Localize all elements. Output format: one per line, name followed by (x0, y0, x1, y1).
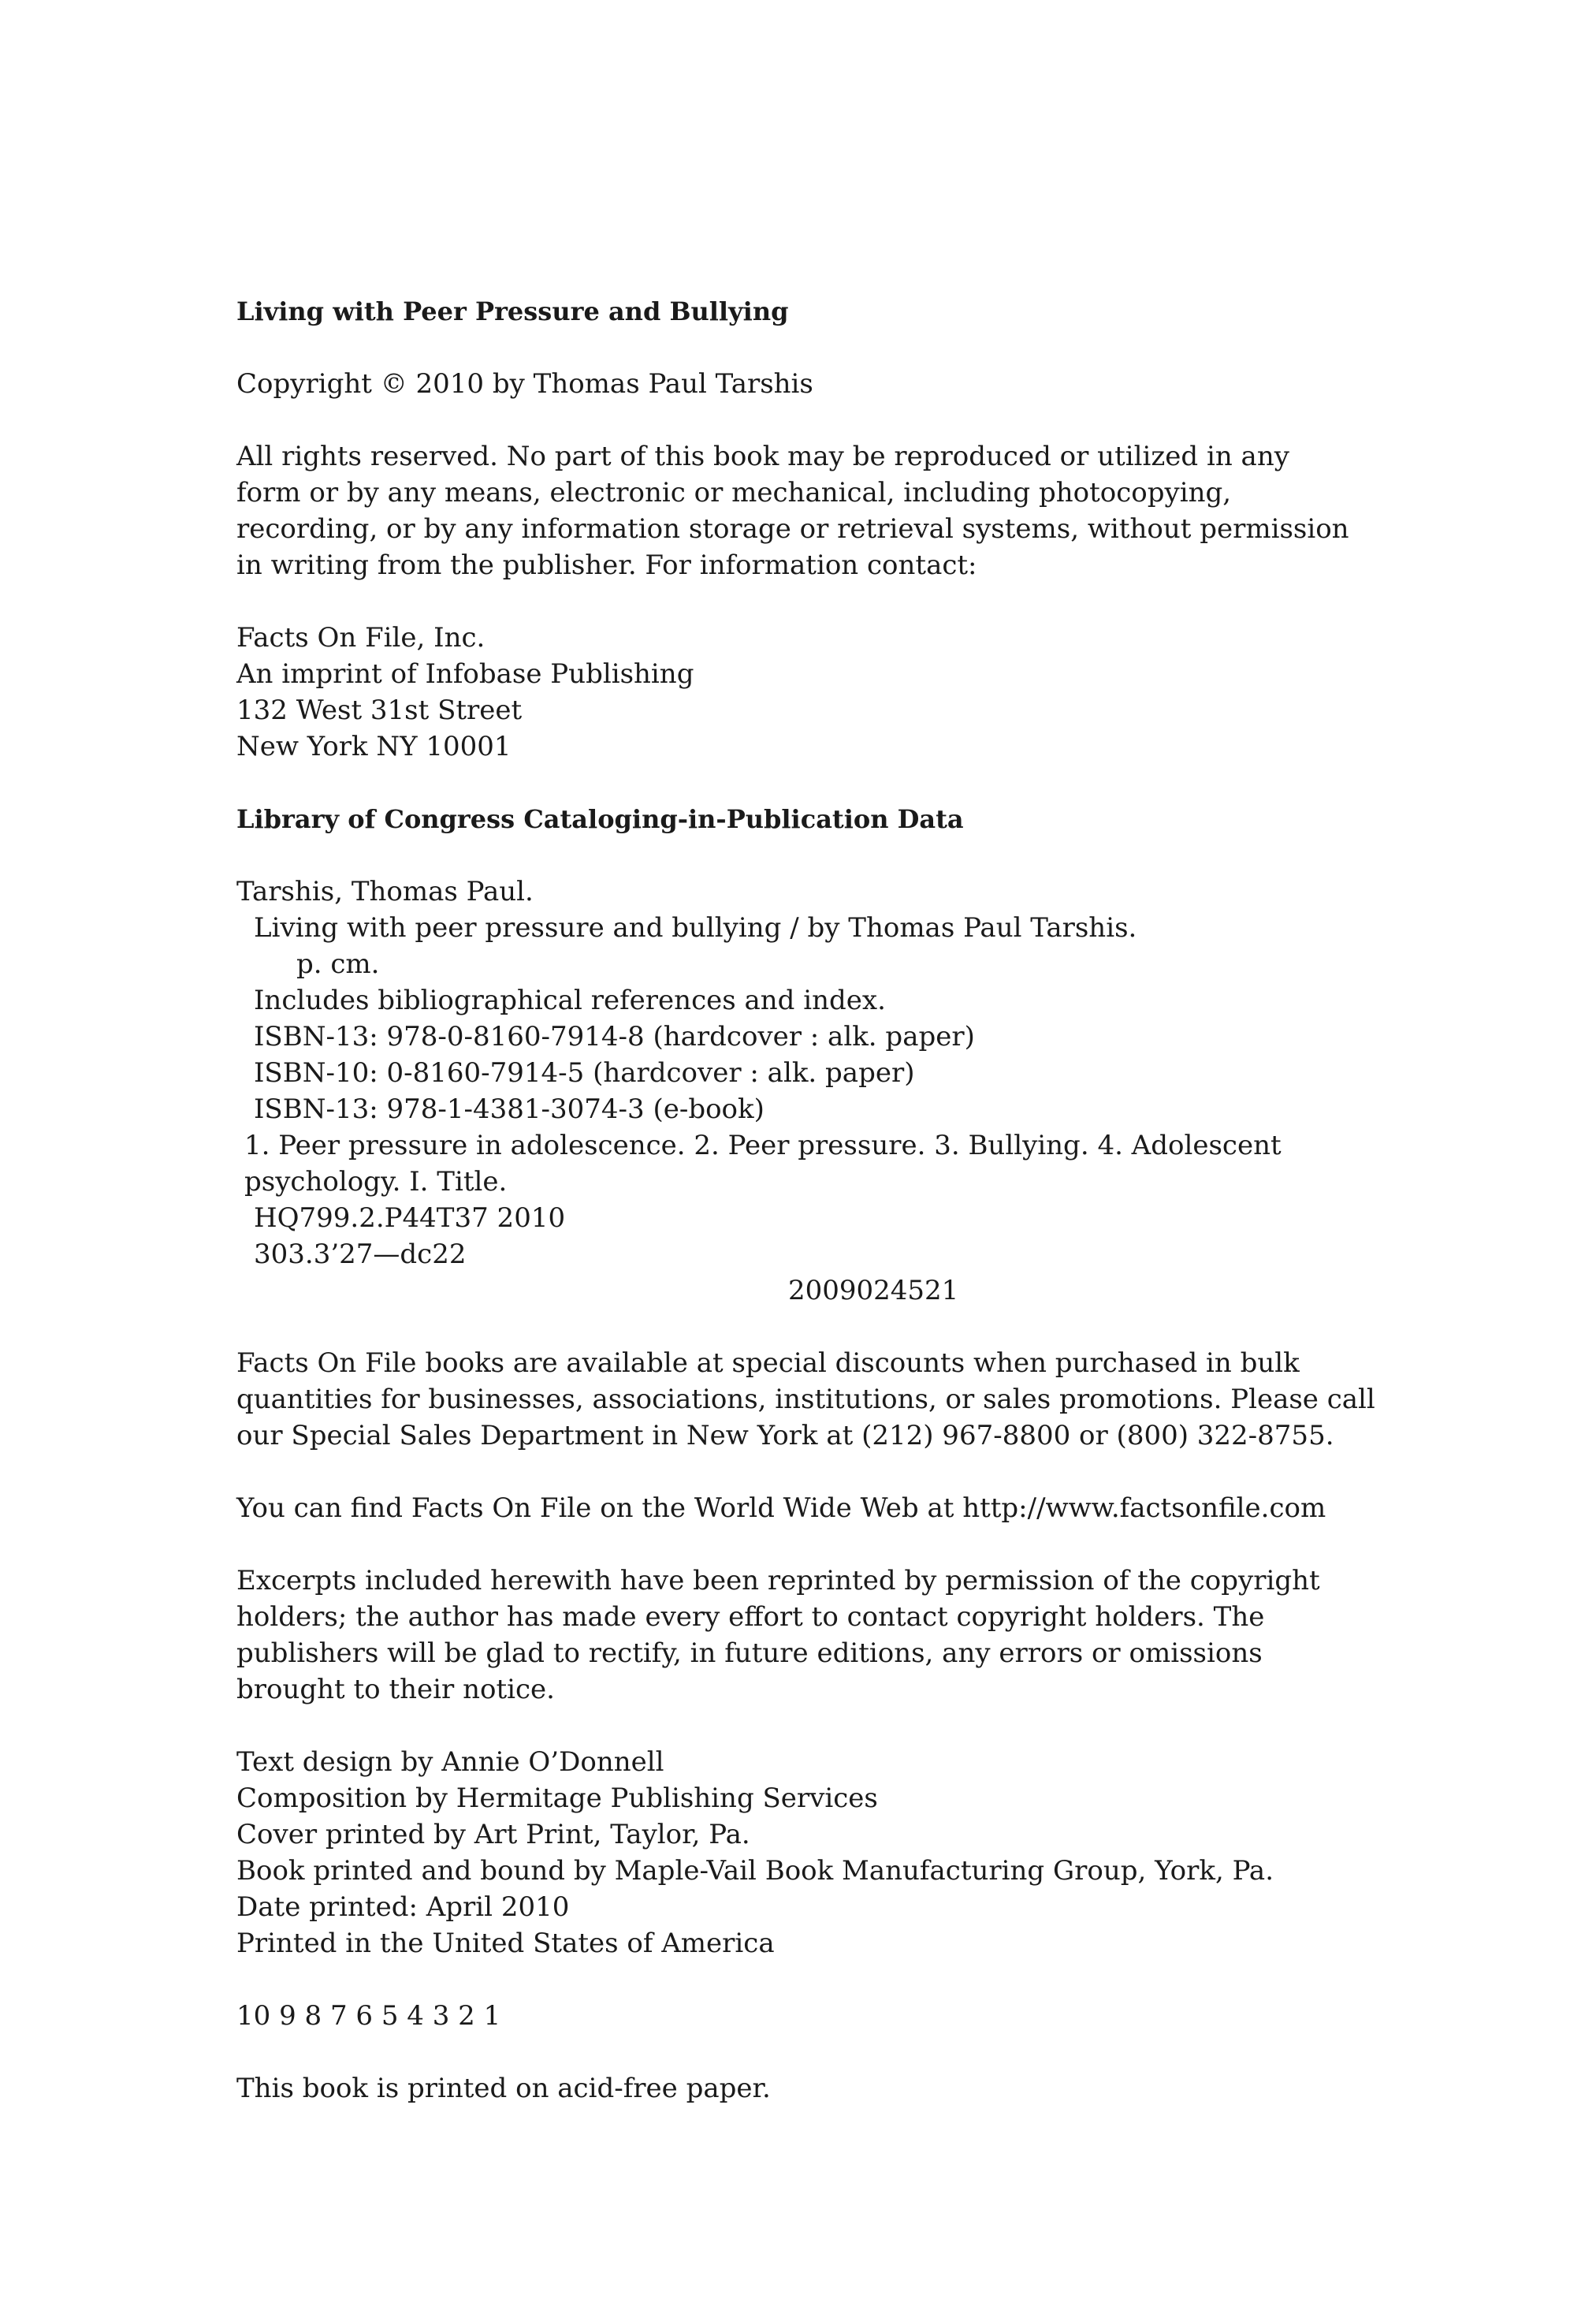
excerpts-paragraph (236, 1563, 1356, 1708)
spacer (236, 1526, 1356, 1563)
production-line: Composition by Hermitage Publishing Services (236, 1783, 878, 1814)
production-line: Date printed: April 2010 (236, 1891, 570, 1923)
cip-subjects: 1. Peer pressure in adolescence. 2. Peer pressure. 3. Bullying. 4. Adolescent (244, 1130, 1282, 1161)
cip-title: Living with peer pressure and bullying / by Thomas Paul Tarshis. (254, 912, 1137, 944)
publisher-line: Facts On File, Inc. (236, 622, 485, 654)
rights-paragraph (236, 438, 1356, 583)
publisher-line: 132 West 31st Street (236, 695, 523, 726)
cip-isbn10-hardcover: ISBN-10: 0-8160-7914-5 (hardcover : alk. paper) (254, 1057, 915, 1089)
excerpts-line: publishers will be glad to rectify, in future editions, any errors or omissions (236, 1637, 1263, 1669)
rights-line: All rights reserved. No part of this book may be reproduced or utilized in any (236, 441, 1289, 472)
excerpts-line: brought to their notice. (236, 1674, 555, 1705)
printing-line: 10 9 8 7 6 5 4 3 2 1 (236, 2000, 501, 2032)
spacer (236, 1309, 1356, 1345)
sales-paragraph (236, 1345, 1375, 1454)
acid-free-note: This book is printed on acid-free paper. (236, 2073, 771, 2104)
publisher-address (236, 620, 1356, 765)
excerpts-line: Excerpts included herewith have been reprinted by permission of the copyright (236, 1565, 1320, 1596)
cip-isbn13-ebook: ISBN-13: 978-1-4381-3074-3 (e-book) (254, 1093, 765, 1125)
copyright-notice: Copyright © 2010 by Thomas Paul Tarshis (236, 368, 813, 400)
publisher-line: An imprint of Infobase Publishing (236, 658, 694, 690)
rights-line: in writing from the publisher. For information contact: (236, 549, 977, 581)
publisher-line: New York NY 10001 (236, 731, 512, 762)
cip-block (236, 874, 1356, 1309)
cip-lc-class: HQ799.2.P44T37 2010 (254, 1202, 566, 1234)
cip-dewey: 303.3’27—dc22 (254, 1239, 467, 1270)
production-line: Book printed and bound by Maple-Vail Book Manufacturing Group, York, Pa. (236, 1855, 1274, 1887)
cip-isbn13-hardcover: ISBN-13: 978-0-8160-7914-8 (hardcover : alk. paper) (254, 1021, 975, 1052)
production-line: Printed in the United States of America (236, 1928, 775, 1959)
excerpts-line: holders; the author has made every effort to contact copyright holders. The (236, 1601, 1265, 1633)
sales-line: our Special Sales Department in New York at (212) 967-8800 or (800) 322-8755. (236, 1420, 1334, 1451)
sales-line: Facts On File books are available at special discounts when purchased in bulk (236, 1347, 1300, 1379)
sales-line: quantities for businesses, associations, institutions, or sales promotions. Please call (236, 1384, 1375, 1415)
rights-line: recording, or by any information storage or retrieval systems, without permission (236, 513, 1349, 545)
spacer (236, 837, 1356, 874)
cip-author: Tarshis, Thomas Paul. (236, 876, 534, 907)
cip-pages: p. cm. (296, 948, 380, 980)
production-credits (236, 1744, 1356, 1961)
spacer (236, 583, 1356, 620)
copyright-page (236, 293, 1375, 2107)
website-line: You can find Facts On File on the World Wide Web at http://www.factsonfile.com (236, 1492, 1326, 1524)
rights-line: form or by any means, electronic or mechanical, including photocopying, (236, 477, 1232, 509)
cip-lccn: 2009024521 (788, 1275, 959, 1306)
cip-subjects-cont: psychology. I. Title. (244, 1166, 508, 1198)
spacer (236, 2034, 1356, 2070)
spacer (236, 1708, 1356, 1744)
spacer (236, 1961, 1356, 1998)
spacer (236, 765, 1356, 801)
cip-heading: Library of Congress Cataloging-in-Publication Data (236, 804, 964, 834)
spacer (236, 330, 1356, 366)
spacer (236, 402, 1356, 438)
production-line: Cover printed by Art Print, Taylor, Pa. (236, 1819, 750, 1850)
book-title: Living with Peer Pressure and Bullying (236, 296, 789, 326)
cip-includes: Includes bibliographical references and index. (254, 985, 886, 1016)
spacer (236, 1454, 1356, 1490)
production-line: Text design by Annie O’Donnell (236, 1746, 664, 1778)
